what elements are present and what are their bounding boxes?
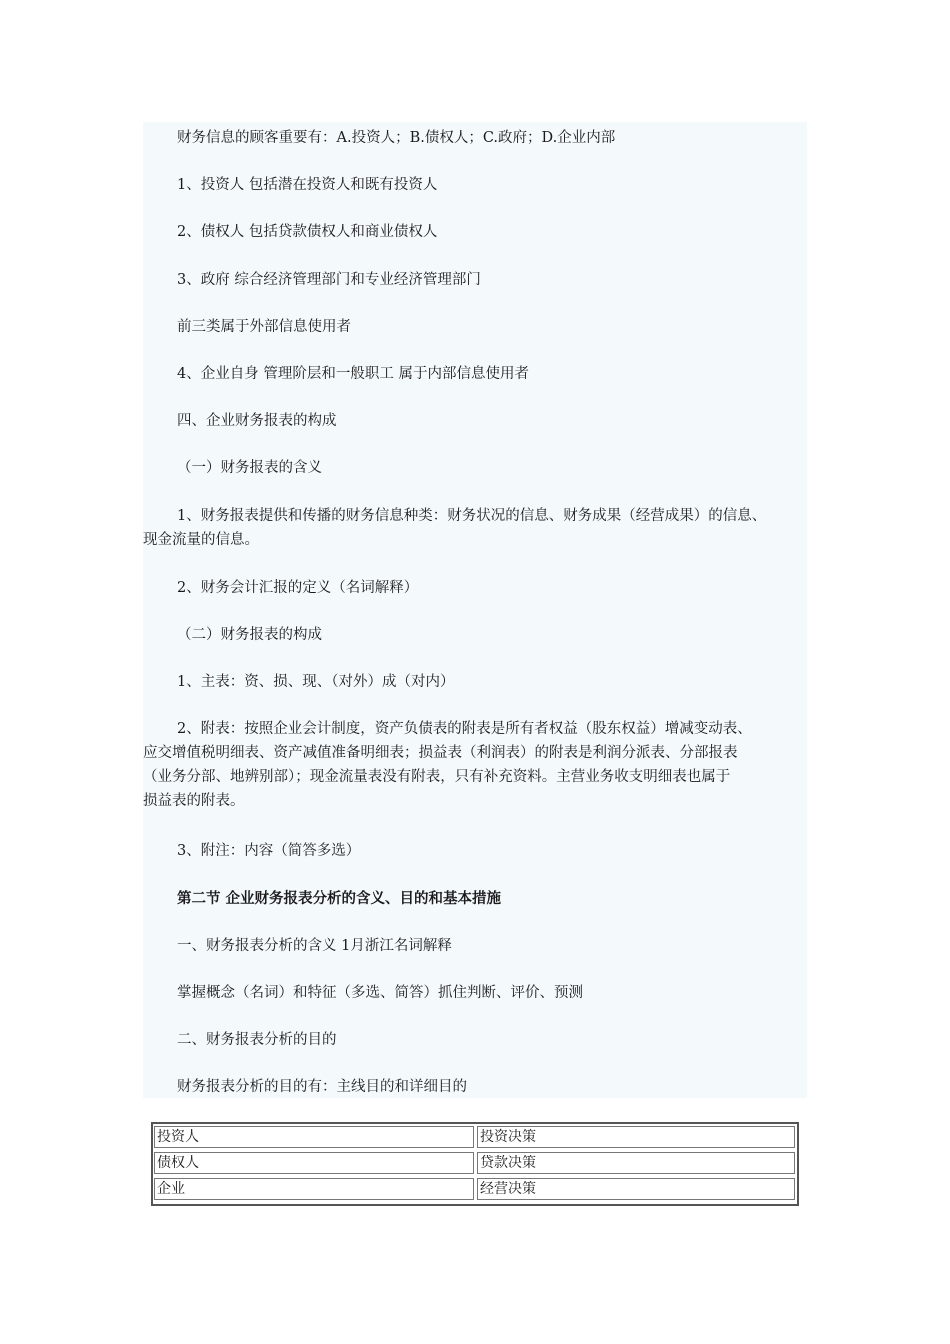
table-cell: 投资决策: [477, 1126, 795, 1148]
paragraph-definition: 2、财务会计汇报的定义（名词解释）: [177, 580, 419, 596]
heading-structure: （二）财务报表的构成: [177, 627, 322, 643]
paragraph-enterprise: 4、企业自身 管理阶层和一般职工 属于内部信息使用者: [177, 366, 529, 382]
paragraph-attached-line-3: （业务分部、地辨别部）；现金流量表没有附表，只有补充资料。主营业务收支明细表也属于: [143, 769, 731, 785]
paragraph-external-users: 前三类属于外部信息使用者: [177, 319, 351, 335]
paragraph-creditors: 2、债权人 包括贷款债权人和商业债权人: [177, 224, 438, 240]
heading-purpose: 二、财务报表分析的目的: [177, 1032, 337, 1048]
table-cell: 经营决策: [477, 1178, 795, 1200]
paragraph-info-types: [143, 504, 815, 552]
section-heading: 第二节 企业财务报表分析的含义、目的和基本措施: [177, 890, 502, 907]
table-cell: 企业: [154, 1178, 474, 1200]
heading-composition: 四、企业财务报表的构成: [177, 413, 337, 429]
decision-table: [151, 1122, 799, 1206]
paragraph-info-types-line-2: 现金流量的信息。: [143, 532, 259, 548]
heading-meaning: （一）财务报表的含义: [177, 460, 322, 476]
table-cell: 债权人: [154, 1152, 474, 1174]
table-cell: 投资人: [154, 1126, 474, 1148]
paragraph-analysis-meaning: 一、财务报表分析的含义 1月浙江名词解释: [177, 938, 452, 954]
paragraph-customers: 财务信息的顾客重要有：A.投资人；B.债权人；C.政府；D.企业内部: [177, 130, 616, 146]
paragraph-purpose: 财务报表分析的目的有：主线目的和详细目的: [177, 1079, 467, 1095]
paragraph-attached-line-4: 损益表的附表。: [143, 793, 245, 809]
paragraph-info-types-line-1: 1、财务报表提供和传播的财务信息种类：财务状况的信息、财务成果（经营成果）的信息、: [177, 508, 767, 524]
paragraph-government: 3、政府 综合经济管理部门和专业经济管理部门: [177, 272, 481, 288]
paragraph-investors: 1、投资人 包括潜在投资人和既有投资人: [177, 177, 438, 193]
paragraph-notes: 3、附注：内容（简答多选）: [177, 843, 361, 859]
table-row: [153, 1124, 797, 1150]
paragraph-concepts: 掌握概念（名词）和特征（多选、简答）抓住判断、评价、预测: [177, 985, 583, 1001]
table-cell: 贷款决策: [477, 1152, 795, 1174]
paragraph-attached-line-2: 应交增值税明细表、资产减值准备明细表；损益表（利润表）的附表是利润分派表、分部报表: [143, 745, 738, 761]
paragraph-main-tables: 1、主表：资、损、现、（对外）成（对内）: [177, 674, 455, 690]
table-row: [153, 1176, 797, 1202]
paragraph-attached-line-1: 2、附表：按照企业会计制度，资产负债表的附表是所有者权益（股东权益）增减变动表、: [177, 721, 752, 737]
table-row: [153, 1150, 797, 1176]
paragraph-attached-tables: [143, 717, 815, 813]
